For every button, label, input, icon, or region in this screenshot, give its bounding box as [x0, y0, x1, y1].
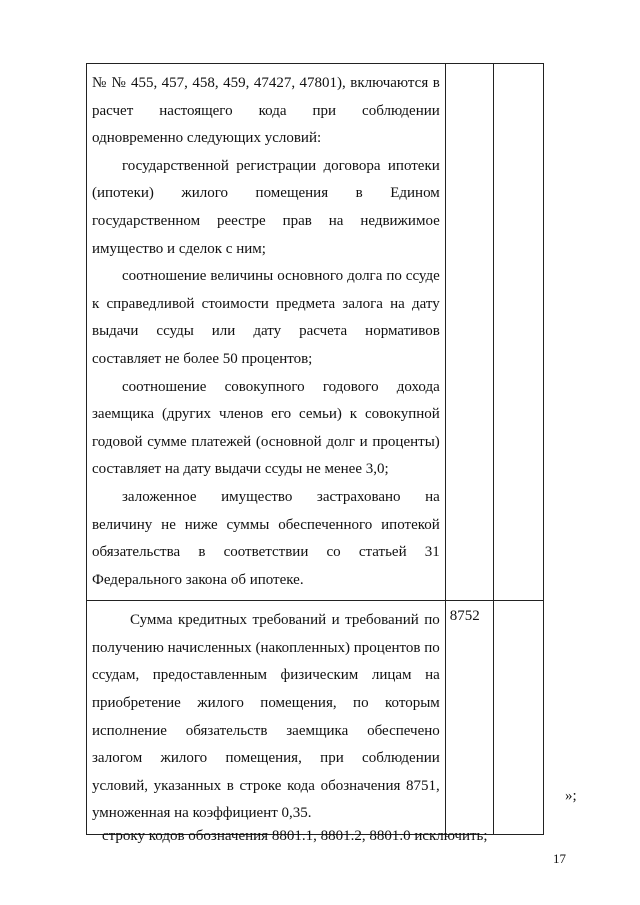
row1-paragraph-5: заложенное имущество застраховано на величину не ниже суммы обеспеченного ипотекой обязательства в соответствии со статьей 31 Федерального закона об ипотеке. [92, 488, 440, 588]
table-row [87, 64, 544, 601]
bottom-instruction: строку кодов обозначения 8801.1, 8801.2, 8801.0 исключить; [102, 828, 488, 844]
document-table [86, 63, 544, 835]
row1-paragraph-4: соотношение совокупного годового дохода заемщика (других членов его семьи) к совокупной годовой сумме платежей (основной долг и проценты) составляет на дату выдачи ссуды не менее 3,0; [92, 378, 440, 478]
row1-extra-cell [493, 64, 543, 601]
closing-quote: »; [565, 788, 577, 804]
page-number: 17 [553, 851, 566, 866]
row1-paragraph-3: соотношение величины основного долга по ссуде к справедливой стоимости предмета залога на дату выдачи ссуды или дату расчета нормативов составляет не более 50 процентов; [92, 268, 440, 367]
row1-code-cell [445, 64, 493, 601]
row1-text-cell [87, 64, 446, 601]
row1-paragraph-2: государственной регистрации договора ипотеки (ипотеки) жилого помещения в Едином государственном реестре прав на недвижимое имущество и сделок с ним; [92, 157, 440, 257]
row1-paragraph-1: № № 455, 457, 458, 459, 47427, 47801), включаются в расчет настоящего кода при соблюдении одновременно следующих условий: [92, 75, 440, 147]
row2-code-cell [445, 601, 493, 835]
row2-extra-cell [493, 601, 543, 835]
row2-paragraph: Сумма кредитных требований и требований по получению начисленных (накопленных) процентов по ссудам, предоставленным физическим лицам на приобретение жилого помещения, по которым исполнение обязательств заемщика обеспечено залогом жилого помещения, при соблюдении условий, указанных в строке кода обозначения 8751, умноженная на коэффициент 0,35. [92, 612, 440, 822]
table-row [87, 601, 544, 835]
row2-code: 8752 [449, 608, 480, 625]
row2-text-cell [87, 601, 446, 835]
